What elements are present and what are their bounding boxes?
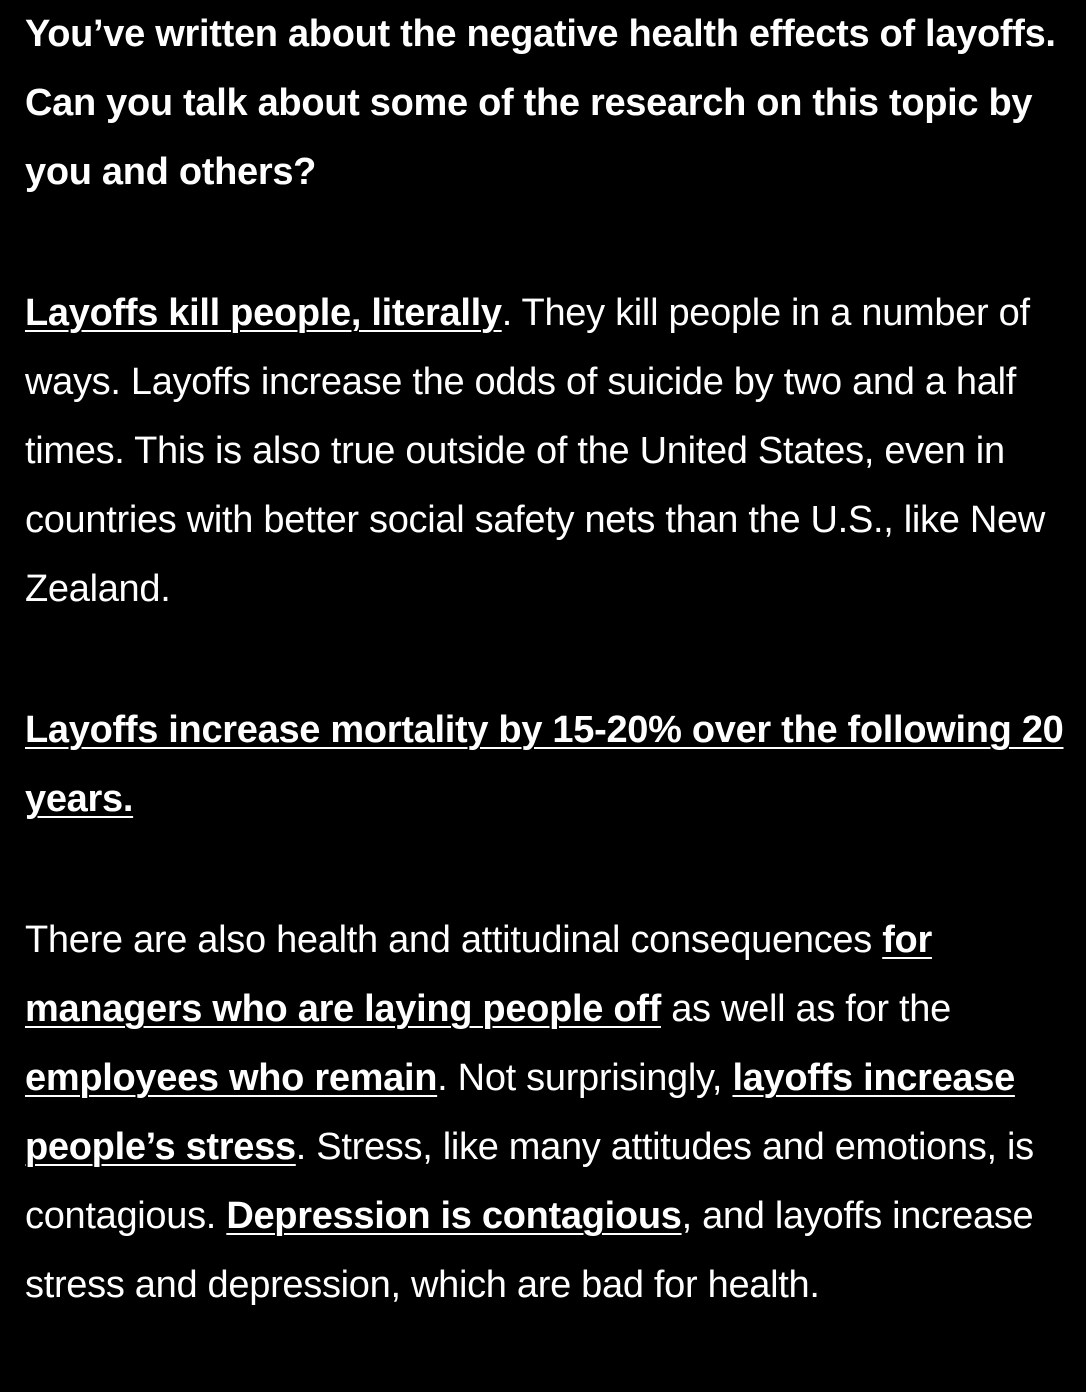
paragraph-text: as well as for the: [660, 988, 951, 1030]
paragraph-text: , and layoffs increase stress and depression, which are bad for health.: [25, 1195, 1034, 1306]
link-depression-contagious[interactable]: Depression is contagious: [226, 1195, 682, 1237]
link-layoffs-kill-people[interactable]: Layoffs kill people, literally: [25, 292, 502, 334]
paragraph-text: . Stress, like many attitudes and emotions, is contagious.: [25, 1126, 1034, 1237]
paragraph-text: . They kill people in a number of ways. Layoffs increase the odds of suicide by two and a half times. This is also true outside of the United States, even in countries with better social safety nets than the U.S., like New Zealand.: [25, 292, 1045, 610]
answer-paragraph-3: [25, 906, 1066, 1320]
answer-paragraph-2: [25, 696, 1066, 834]
paragraph-text: There are also health and attitudinal consequences: [25, 919, 883, 961]
link-employees-who-remain[interactable]: employees who remain: [25, 1057, 438, 1099]
interview-question: You’ve written about the negative health effects of layoffs. Can you talk about some of the research on this topic by you and others?: [25, 13, 1056, 193]
link-managers-laying-off[interactable]: for managers who are laying people off: [25, 919, 932, 1030]
link-mortality-study[interactable]: Layoffs increase mortality by 15-20% over the following 20 years.: [25, 709, 1064, 820]
link-layoffs-increase-stress[interactable]: layoffs increase people’s stress: [25, 1057, 1015, 1168]
paragraph-text: . Not surprisingly,: [437, 1057, 733, 1099]
answer-paragraph-1: [25, 279, 1066, 624]
